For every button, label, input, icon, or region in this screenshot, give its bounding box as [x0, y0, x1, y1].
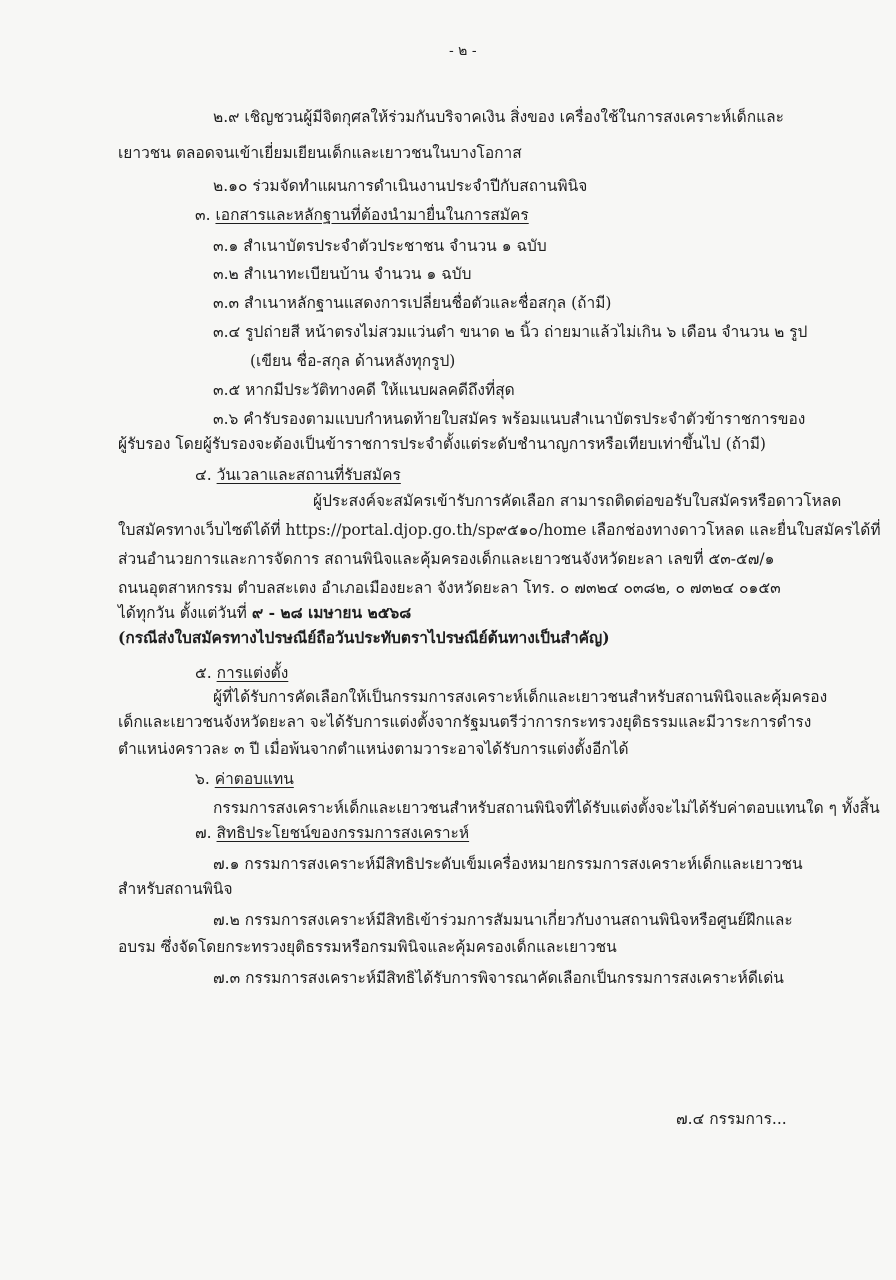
postal-note: (กรณีส่งใบสมัครทางไปรษณีย์ถือวันประทับตราไปรษณีย์ต้นทางเป็นสำคัญ)	[118, 628, 610, 647]
paragraph-line: เด็กและเยาวชนจังหวัดยะลา จะได้รับการแต่งตั้งจากรัฐมนตรีว่าการกระทรวงยุติธรรมและมีวาระการดำรง	[118, 713, 812, 731]
section-title: การแต่งตั้ง	[216, 664, 289, 682]
section-number: ๔.	[195, 466, 212, 484]
section-number: ๗.	[195, 824, 212, 842]
list-item-continuation: สำหรับสถานพินิจ	[118, 880, 233, 898]
list-item: ๗.๒ กรรมการสงเคราะห์มีสิทธิเข้าร่วมการสัมมนาเกี่ยวกับงานสถานพินิจหรือศูนย์ฝึกและ	[213, 911, 793, 929]
section-heading	[195, 204, 529, 226]
continuation-marker: ๗.๔ กรรมการ...	[676, 1110, 787, 1128]
section-title: ค่าตอบแทน	[214, 770, 294, 788]
paragraph-line: ถนนอุตสาหกรรม ตำบลสะเตง อำเภอเมืองยะลา จังหวัดยะลา โทร. ๐ ๗๓๒๔ ๐๓๘๒, ๐ ๗๓๒๔ ๐๑๕๓	[118, 579, 781, 597]
list-item-continuation: อบรม ซึ่งจัดโดยกระทรวงยุติธรรมหรือกรมพินิจและคุ้มครองเด็กและเยาวชน	[118, 938, 617, 956]
list-item: ๗.๓ กรรมการสงเคราะห์มีสิทธิได้รับการพิจารณาคัดเลือกเป็นกรรมการสงเคราะห์ดีเด่น	[213, 969, 784, 987]
list-item: ๓.๑ สำเนาบัตรประจำตัวประชาชน จำนวน ๑ ฉบับ	[213, 237, 547, 255]
list-item: ๓.๖ คำรับรองตามแบบกำหนดท้ายใบสมัคร พร้อมแนบสำเนาบัตรประจำตัวข้าราชการของ	[213, 410, 806, 428]
list-item: ๓.๔ รูปถ่ายสี หน้าตรงไม่สวมแว่นดำ ขนาด ๒ นิ้ว ถ่ายมาแล้วไม่เกิน ๖ เดือน จำนวน ๒ รูป	[213, 323, 808, 341]
paragraph-line: กรรมการสงเคราะห์เด็กและเยาวชนสำหรับสถานพินิจที่ได้รับแต่งตั้งจะไม่ได้รับค่าตอบแทนใด ๆ ทั้งสิ้น	[213, 799, 880, 817]
date-prefix: ได้ทุกวัน ตั้งแต่วันที่	[118, 604, 252, 622]
paragraph-line: ตำแหน่งคราวละ ๓ ปี เมื่อพ้นจากตำแหน่งตามวาระอาจได้รับการแต่งตั้งอีกได้	[118, 740, 629, 758]
list-item-continuation: (เขียน ชื่อ-สกุล ด้านหลังทุกรูป)	[250, 352, 456, 370]
list-item: ๓.๒ สำเนาทะเบียนบ้าน จำนวน ๑ ฉบับ	[213, 265, 472, 283]
paragraph-line: ๒.๙ เชิญชวนผู้มีจิตกุศลให้ร่วมกันบริจาคเงิน สิ่งของ เครื่องใช้ในการสงเคราะห์เด็กและ	[213, 108, 784, 126]
date-range: ๙ - ๒๘ เมษายน ๒๕๖๘	[251, 603, 412, 622]
paragraph-line: ผู้ที่ได้รับการคัดเลือกให้เป็นกรรมการสงเคราะห์เด็กและเยาวชนสำหรับสถานพินิจและคุ้มครอง	[213, 688, 828, 706]
paragraph-line: ใบสมัครทางเว็บไซต์ได้ที่ https://portal.djop.go.th/sp๙๕๑๐/home เลือกช่องทางดาวโหลด และยื่นใบสมัครได้ที่	[118, 521, 881, 539]
application-period	[118, 602, 411, 624]
list-item-continuation: ผู้รับรอง โดยผู้รับรองจะต้องเป็นข้าราชการประจำตั้งแต่ระดับชำนาญการหรือเทียบเท่าขึ้นไป (ถ้ามี)	[118, 435, 766, 453]
paragraph-line: ผู้ประสงค์จะสมัครเข้ารับการคัดเลือก สามารถติดต่อขอรับใบสมัครหรือดาวโหลด	[313, 492, 842, 510]
section-number: ๖.	[195, 770, 210, 788]
section-heading	[195, 822, 469, 844]
list-item: ๓.๓ สำเนาหลักฐานแสดงการเปลี่ยนชื่อตัวและชื่อสกุล (ถ้ามี)	[213, 294, 612, 312]
section-title: สิทธิประโยชน์ของกรรมการสงเคราะห์	[216, 824, 470, 842]
paragraph-line: ส่วนอำนวยการและการจัดการ สถานพินิจและคุ้มครองเด็กและเยาวชนจังหวัดยะลา เลขที่ ๕๓-๕๗/๑	[118, 550, 775, 568]
section-number: ๓.	[195, 206, 211, 224]
section-heading	[195, 464, 401, 486]
section-heading	[195, 662, 288, 684]
paragraph-line: เยาวชน ตลอดจนเข้าเยี่ยมเยียนเด็กและเยาวชนในบางโอกาส	[118, 144, 522, 162]
section-heading	[195, 768, 294, 790]
page-number: - ๒ -	[449, 43, 477, 59]
section-title: วันเวลาและสถานที่รับสมัคร	[216, 466, 401, 484]
list-item: ๗.๑ กรรมการสงเคราะห์มีสิทธิประดับเข็มเครื่องหมายกรรมการสงเคราะห์เด็กและเยาวชน	[213, 855, 803, 873]
section-number: ๕.	[195, 664, 212, 682]
list-item: ๓.๕ หากมีประวัติทางคดี ให้แนบผลคดีถึงที่สุด	[213, 381, 515, 399]
section-title: เอกสารและหลักฐานที่ต้องนำมายื่นในการสมัคร	[215, 206, 529, 224]
paragraph-line: ๒.๑๐ ร่วมจัดทำแผนการดำเนินงานประจำปีกับสถานพินิจ	[213, 177, 588, 195]
